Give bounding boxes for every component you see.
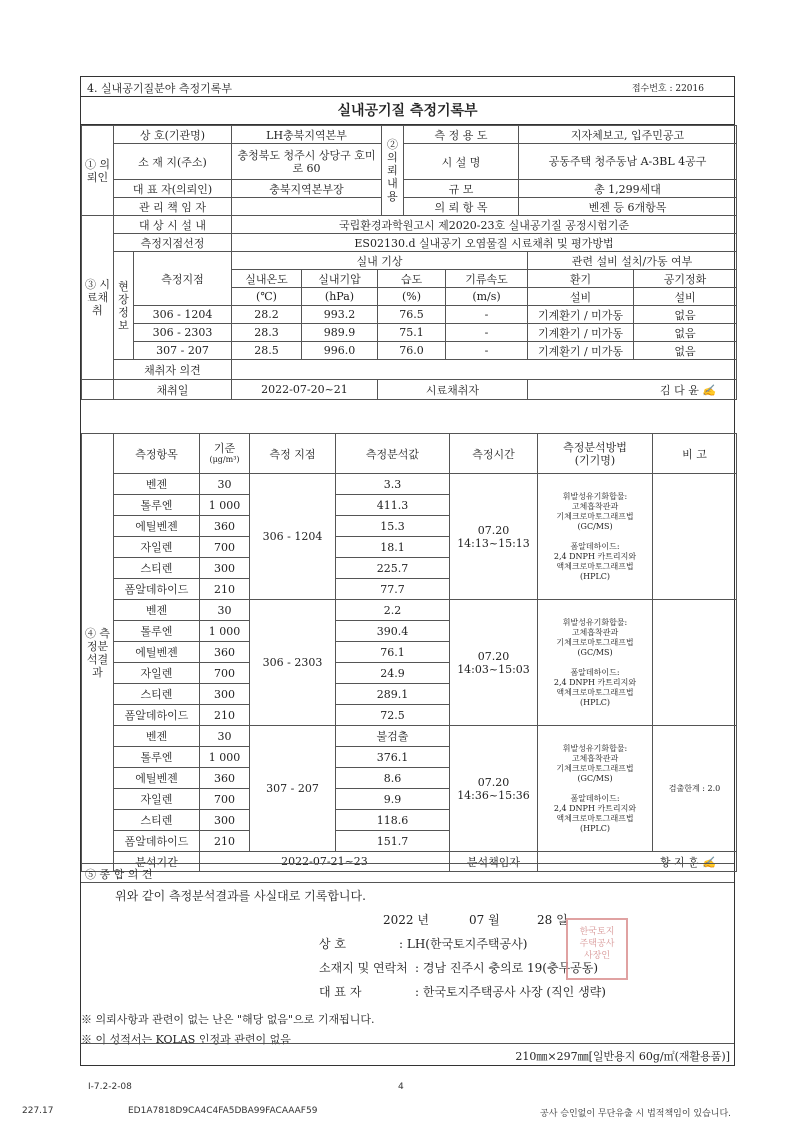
standard-cell: 360 [200, 768, 250, 789]
client-label: 소 재 지(주소) [114, 144, 232, 180]
time-cell [450, 600, 538, 726]
standard-cell: 30 [200, 474, 250, 495]
unit-humidity: (%) [378, 288, 446, 306]
summary-header [81, 863, 734, 883]
value-cell: 불검출 [336, 726, 450, 747]
section-label: 4. 실내공기질분야 측정기록부 [87, 82, 232, 95]
standard-cell: 1 000 [200, 621, 250, 642]
temp-cell: 28.2 [232, 306, 302, 324]
date-month: 07 월 [469, 913, 500, 927]
purifier-cell: 없음 [634, 324, 737, 342]
temp-cell: 28.3 [232, 324, 302, 342]
item-cell: 자일렌 [114, 537, 200, 558]
client-value [232, 198, 382, 216]
client-value: 충청북도 청주시 상당구 호미로 60 [232, 144, 382, 180]
standard-cell: 300 [200, 558, 250, 579]
item-cell: 에틸벤젠 [114, 642, 200, 663]
summary-statement: 위와 같이 측정분석결과를 사실대로 기록합니다. [115, 889, 366, 903]
vent-cell: 기계환기 / 미가동 [528, 306, 634, 324]
standard-cell: 360 [200, 516, 250, 537]
time-text: 14:13~15:13 [457, 536, 530, 550]
request-label: 시 설 명 [404, 144, 519, 180]
remark-cell [653, 474, 737, 600]
value-cell: 9.9 [336, 789, 450, 810]
right-notice: 공사 승인없이 무단유출 시 법적책임이 있습니다. [540, 1109, 732, 1119]
item-cell: 벤젠 [114, 600, 200, 621]
unit-vent: 설비 [528, 288, 634, 306]
client-section-label: ① 의뢰인 [82, 126, 114, 216]
paper-spec-bar [81, 1043, 734, 1066]
sampler-name [528, 380, 737, 400]
table-row [82, 324, 737, 342]
point-selection-value: ES02130.d 실내공기 오염물질 시료채취 및 평가방법 [232, 234, 737, 252]
date-text: 07.20 [477, 523, 510, 537]
col-time: 측정시간 [450, 434, 538, 474]
standard-cell: 30 [200, 600, 250, 621]
standard-cell: 1 000 [200, 495, 250, 516]
standard-cell: 210 [200, 579, 250, 600]
point-cell: 307 - 207 [250, 726, 336, 852]
item-cell: 폼알데하이드 [114, 831, 200, 852]
client-label: 상 호(기관명) [114, 126, 232, 144]
request-value: 지자체보고, 입주민공고 [519, 126, 737, 144]
time-cell [450, 474, 538, 600]
client-value: LH충북지역본부 [232, 126, 382, 144]
site-info-label: 현장정보 [114, 252, 134, 360]
form-code: I-7.2-2-08 [88, 1082, 132, 1092]
remark-cell [653, 600, 737, 726]
value-cell: 151.7 [336, 831, 450, 852]
value-cell: 24.9 [336, 663, 450, 684]
airflow-cell: - [446, 342, 528, 360]
request-label: 의 뢰 항 목 [404, 198, 519, 216]
purifier-cell: 없음 [634, 342, 737, 360]
sampler-name-text: 김 다 윤 [659, 383, 699, 397]
period-label: 분석기간 [114, 852, 200, 872]
vent-cell: 기계환기 / 미가동 [528, 324, 634, 342]
pressure-cell: 996.0 [302, 342, 378, 360]
value-cell: 118.6 [336, 810, 450, 831]
purifier-cell: 없음 [634, 306, 737, 324]
col-item: 측정항목 [114, 434, 200, 474]
value-cell: 390.4 [336, 621, 450, 642]
signature-icon: ✍ [702, 855, 716, 869]
value-cell: 289.1 [336, 684, 450, 705]
page-number: 4 [398, 1082, 404, 1092]
request-label: 측 정 용 도 [404, 126, 519, 144]
paper-spec: 210㎜×297㎜[일반용지 60g/㎡(재활용품)] [515, 1050, 730, 1063]
standard-unit: (μg/m³) [209, 455, 240, 464]
item-cell: 폼알데하이드 [114, 705, 200, 726]
form-topbar [81, 77, 734, 97]
col-vent: 환기 [528, 270, 634, 288]
col-temp: 실내온도 [232, 270, 302, 288]
sampler-label: 시료채취자 [378, 380, 528, 400]
item-cell: 에틸벤젠 [114, 516, 200, 537]
standard-cell: 360 [200, 642, 250, 663]
time-cell [450, 726, 538, 852]
item-cell: 벤젠 [114, 474, 200, 495]
value-cell: 76.1 [336, 642, 450, 663]
left-number: 227.17 [22, 1106, 54, 1116]
value-cell: 2.2 [336, 600, 450, 621]
point-selection-label: 측정지점선정 [114, 234, 232, 252]
standard-cell: 30 [200, 726, 250, 747]
signature-icon: ✍ [702, 383, 717, 397]
request-value: 공동주택 청주동남 A-3BL 4공구 [519, 144, 737, 180]
value-cell: 411.3 [336, 495, 450, 516]
method-cell: 휘발성유기화합물: 고체흡착관과 기체크로마토그래프법 (GC/MS) 폼알데하이드: 2,4 DNPH 카트리지와 액체크로마토그래프법 (HPLC) [538, 600, 653, 726]
standard-cell: 1 000 [200, 747, 250, 768]
target-facility-value: 국립환경과학원고시 제2020-23호 실내공기질 공정시험기준 [232, 216, 737, 234]
results-table [81, 433, 737, 872]
address-value: : 경남 진주시 충의로 19(충무공동) [415, 961, 599, 975]
opinion-value [232, 360, 737, 380]
item-cell: 톨루엔 [114, 621, 200, 642]
method-sub: (기기명) [574, 453, 616, 467]
standard-cell: 210 [200, 831, 250, 852]
point-cell: 306 - 2303 [134, 324, 232, 342]
remark-cell: 검출한계 : 2.0 [653, 726, 737, 852]
note-1: ※ 의뢰사항과 관련이 없는 난은 "해당 없음"으로 기재됩니다. [81, 1013, 375, 1026]
standard-cell: 300 [200, 684, 250, 705]
company-value: : LH(한국토지주택공사) [399, 937, 528, 951]
date-text: 07.20 [477, 649, 510, 663]
indoor-env-label: 실내 기상 [232, 252, 528, 270]
target-facility-label: 대 상 시 설 내 [114, 216, 232, 234]
client-request-table [81, 125, 737, 216]
table-row [82, 600, 737, 621]
col-method [538, 434, 653, 474]
standard-cell: 210 [200, 705, 250, 726]
temp-cell: 28.5 [232, 342, 302, 360]
request-value: 총 1,299세대 [519, 180, 737, 198]
date-day: 28 일 [537, 913, 568, 927]
value-cell: 72.5 [336, 705, 450, 726]
pressure-cell: 989.9 [302, 324, 378, 342]
date-year: 2022 년 [383, 913, 429, 927]
col-value: 측정분석값 [336, 434, 450, 474]
time-text: 14:03~15:03 [457, 662, 530, 676]
value-cell: 376.1 [336, 747, 450, 768]
col-standard [200, 434, 250, 474]
item-cell: 벤젠 [114, 726, 200, 747]
airflow-cell: - [446, 306, 528, 324]
request-section-label: ② 의뢰내용 [382, 126, 404, 216]
company-label: 상 호 [319, 937, 346, 951]
item-cell: 스티렌 [114, 810, 200, 831]
standard-label: 기준 [213, 442, 236, 455]
unit-airflow: (m/s) [446, 288, 528, 306]
method-cell: 휘발성유기화합물: 고체흡착관과 기체크로마토그래프법 (GC/MS) 폼알데하이드: 2,4 DNPH 카트리지와 액체크로마토그래프법 (HPLC) [538, 474, 653, 600]
table-row [82, 726, 737, 747]
table-row [82, 342, 737, 360]
col-point: 측정지점 [134, 252, 232, 306]
item-cell: 폼알데하이드 [114, 579, 200, 600]
address-label: 소재지 및 연락처 [319, 961, 408, 975]
humidity-cell: 76.0 [378, 342, 446, 360]
item-cell: 에틸벤젠 [114, 768, 200, 789]
vent-cell: 기계환기 / 미가동 [528, 342, 634, 360]
col-point: 측정 지점 [250, 434, 336, 474]
item-cell: 자일렌 [114, 663, 200, 684]
summary-section-label: ⑤ 종 합 의 견 [85, 868, 153, 881]
rep-label: 대 표 자 [319, 985, 362, 999]
col-purifier: 공기정화 [634, 270, 737, 288]
point-cell: 306 - 1204 [250, 474, 336, 600]
results-section-label: ④ 측정분석결과 [82, 434, 114, 872]
sampling-date-value: 2022-07-20~21 [232, 380, 378, 400]
method-label: 측정분석방법 [563, 440, 627, 454]
value-cell: 8.6 [336, 768, 450, 789]
standard-cell: 300 [200, 810, 250, 831]
page-title: 실내공기질 측정기록부 [81, 97, 734, 125]
equipment-label: 관련 설비 설치/가동 여부 [528, 252, 737, 270]
sampling-table [81, 215, 737, 400]
col-airflow: 기류속도 [446, 270, 528, 288]
item-cell: 톨루엔 [114, 495, 200, 516]
rep-value: : 한국토지주택공사 사장 (직인 생략) [415, 985, 606, 999]
value-cell: 77.7 [336, 579, 450, 600]
point-cell: 307 - 207 [134, 342, 232, 360]
time-text: 14:36~15:36 [457, 788, 530, 802]
standard-cell: 700 [200, 789, 250, 810]
col-humidity: 습도 [378, 270, 446, 288]
item-cell: 스티렌 [114, 684, 200, 705]
value-cell: 18.1 [336, 537, 450, 558]
unit-pressure: (hPa) [302, 288, 378, 306]
unit-temp: (℃) [232, 288, 302, 306]
value-cell: 225.7 [336, 558, 450, 579]
humidity-cell: 76.5 [378, 306, 446, 324]
point-cell: 306 - 1204 [134, 306, 232, 324]
receipt-number: 접수번호 : 22016 [631, 84, 704, 94]
pressure-cell: 993.2 [302, 306, 378, 324]
col-remark: 비 고 [653, 434, 737, 474]
analyst-name-text: 황 지 훈 [659, 855, 699, 869]
point-cell: 306 - 2303 [250, 600, 336, 726]
table-row [82, 474, 737, 495]
doc-hash: ED1A7818D9CA4C4FA5DBA99FACAAAF59 [128, 1106, 318, 1116]
client-value: 충북지역본부장 [232, 180, 382, 198]
client-label: 관 리 책 임 자 [114, 198, 232, 216]
sampling-date-label: 채취일 [114, 380, 232, 400]
date-text: 07.20 [477, 775, 510, 789]
col-pressure: 실내기압 [302, 270, 378, 288]
opinion-label: 채취자 의견 [114, 360, 232, 380]
sampling-section-label: ③ 시료채취 [82, 216, 114, 380]
note-2: ※ 이 성적서는 KOLAS 인정과 관련이 없음 [81, 1033, 291, 1046]
analyst-label: 분석책임자 [450, 852, 538, 872]
value-cell: 15.3 [336, 516, 450, 537]
value-cell: 3.3 [336, 474, 450, 495]
airflow-cell: - [446, 324, 528, 342]
standard-cell: 700 [200, 663, 250, 684]
request-value: 벤젠 등 6개항목 [519, 198, 737, 216]
item-cell: 스티렌 [114, 558, 200, 579]
table-row [82, 306, 737, 324]
method-cell: 휘발성유기화합물: 고체흡착관과 기체크로마토그래프법 (GC/MS) 폼알데하이드: 2,4 DNPH 카트리지와 액체크로마토그래프법 (HPLC) [538, 726, 653, 852]
company-seal-icon: 한국토지 주택공사 사장인 [566, 918, 628, 980]
request-label: 규 모 [404, 180, 519, 198]
humidity-cell: 75.1 [378, 324, 446, 342]
item-cell: 톨루엔 [114, 747, 200, 768]
period-value: 2022-07-21~23 [200, 852, 450, 872]
item-cell: 자일렌 [114, 789, 200, 810]
client-label: 대 표 자(의뢰인) [114, 180, 232, 198]
standard-cell: 700 [200, 537, 250, 558]
record-form [80, 76, 735, 1066]
unit-purifier: 설비 [634, 288, 737, 306]
